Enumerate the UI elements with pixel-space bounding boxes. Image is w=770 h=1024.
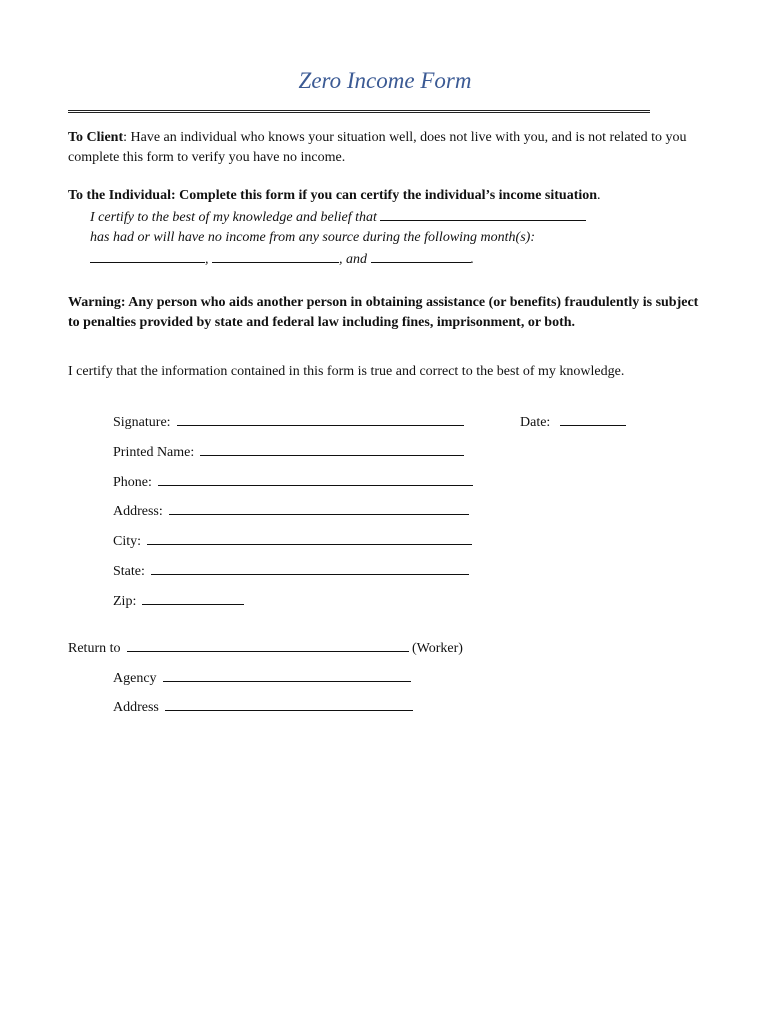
month-1-blank[interactable] (90, 248, 205, 263)
comma-1: , (205, 252, 209, 267)
return-to-label: Return to (68, 641, 121, 656)
date-row (520, 411, 626, 433)
zip-field[interactable] (142, 590, 244, 605)
phone-row (113, 471, 473, 493)
certify-line-1-text: I certify to the best of my knowledge and belief that (90, 210, 377, 225)
months-line (68, 248, 708, 270)
agency-label: Agency (113, 671, 157, 686)
city-row (113, 530, 472, 552)
printed-name-row (113, 441, 464, 463)
warning-text: Warning: Any person who aids another person in obtaining assistance (or benefits) fraudulently is subject to penalties provided by state and federal law including fines, imprisonment, or both. (68, 295, 699, 330)
client-text: Have an individual who knows your situation well, does not live with you, and is not related to you complete this form to verify you have no income. (68, 130, 687, 165)
state-field[interactable] (151, 560, 469, 575)
individual-section (68, 186, 708, 270)
date-field[interactable] (560, 411, 626, 426)
address-row (113, 500, 469, 522)
zip-row (113, 590, 244, 612)
agency-address-label: Address (113, 700, 159, 715)
and-word: and (346, 252, 367, 267)
state-label: State: (113, 564, 145, 579)
worker-field[interactable] (127, 637, 409, 652)
date-label: Date: (520, 415, 551, 430)
certify-line-2: has had or will have no income from any source during the following month(s): (90, 230, 535, 245)
certify-line-1 (68, 206, 708, 228)
printed-name-label: Printed Name: (113, 445, 195, 460)
worker-label: (Worker) (412, 641, 463, 656)
title-divider (68, 110, 650, 113)
zip-label: Zip: (113, 594, 137, 609)
heading-period: . (597, 188, 601, 203)
address-label: Address: (113, 504, 163, 519)
form-title: Zero Income Form (298, 68, 472, 93)
period: . (470, 252, 474, 267)
city-label: City: (113, 534, 142, 549)
certify-statement: I certify that the information contained in this form is true and correct to the best of my knowledge. (68, 364, 625, 379)
state-row (113, 560, 469, 582)
return-to-row (68, 637, 463, 659)
phone-label: Phone: (113, 475, 152, 490)
agency-address-row (113, 696, 413, 718)
agency-address-field[interactable] (165, 696, 413, 711)
agency-row (113, 667, 411, 689)
printed-name-field[interactable] (200, 441, 464, 456)
month-2-blank[interactable] (212, 248, 339, 263)
individual-heading: To the Individual: Complete this form if you can certify the individual’s income situation (68, 188, 598, 203)
month-3-blank[interactable] (371, 248, 471, 263)
client-colon: : (123, 130, 131, 145)
comma-2: , (339, 252, 343, 267)
client-instructions (68, 128, 708, 168)
phone-field[interactable] (158, 471, 473, 486)
individual-name-blank[interactable] (380, 206, 586, 221)
address-field[interactable] (169, 500, 469, 515)
signature-label: Signature: (113, 415, 171, 430)
signature-field[interactable] (177, 411, 464, 426)
client-label: To Client (68, 130, 124, 145)
agency-field[interactable] (163, 667, 411, 682)
city-field[interactable] (147, 530, 472, 545)
signature-row (113, 411, 464, 433)
